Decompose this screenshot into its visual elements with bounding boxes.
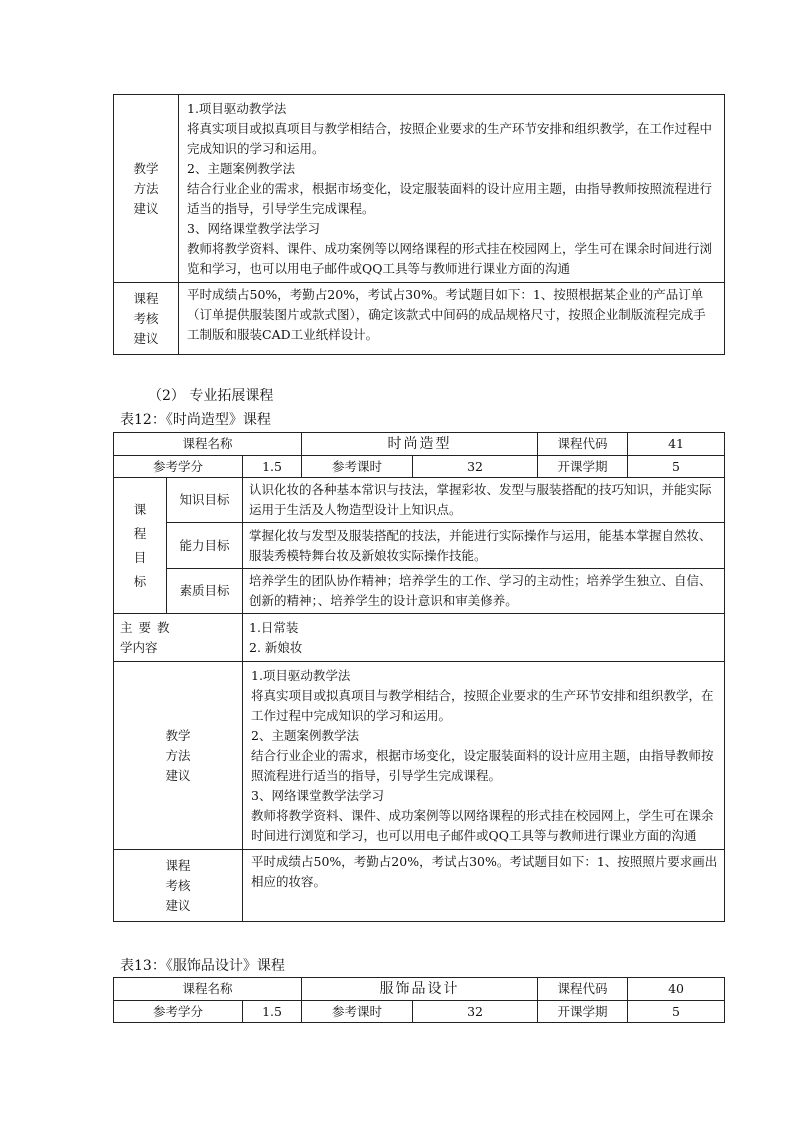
- course-name-label: 课程名称: [114, 433, 302, 456]
- table13-caption: 表13：《服饰品设计》课程: [120, 958, 285, 974]
- table12: [113, 432, 725, 922]
- method-content-cell: 1.项目驱动教学法 将真实项目或拟真项目与教学相结合，按照企业要求的生产环节安排和组织教学，在工作过程中完成知识的学习和运用。 2、主题案例教学法 结合行业企业的需求，根据市场变化，设定服装面料的设计应用主题，由指导教师按照流程进行适当的指导，引导学生完成课程。 3、网络课堂教学法学习 教师将教学资料、课件、成功案例等以网络课程的形式挂在校园网上，学生可在课余时间进行浏览和学习，也可以用电子邮件或QQ工具等与教师进行课业方面的沟通: [179, 95, 725, 283]
- credit-value: 1.5: [243, 1001, 302, 1023]
- credit-label: 参考学分: [114, 456, 243, 478]
- goal-label-cell: 课 程 目 标: [114, 478, 167, 614]
- hours-label: 参考课时: [302, 1001, 413, 1023]
- assess-content-cell: 平时成绩占50%，考勤占20%，考试占30%。考试题目如下：1、按照根据某企业的产品订单（订单提供服装图片或款式图），确定该款式中间码的成品规格尺寸，按照企业制版流程完成手工制版和服装CAD工业纸样设计。: [179, 283, 725, 355]
- ability-goal-label: 能力目标: [167, 523, 243, 569]
- term-value: 5: [628, 456, 725, 478]
- course-name-value: 时尚造型: [302, 433, 538, 456]
- knowledge-goal-label: 知识目标: [167, 478, 243, 523]
- term-value: 5: [628, 1001, 725, 1023]
- method-label-cell: 教学 方法 建议: [114, 662, 243, 850]
- course-code-label: 课程代码: [538, 978, 628, 1001]
- course-code-label: 课程代码: [538, 433, 628, 456]
- knowledge-goal-text: 认识化妆的各种基本常识与技法，掌握彩妆、发型与服装搭配的技巧知识，并能实际运用于生活及人物造型设计上知识点。: [243, 478, 725, 523]
- course-code-value: 40: [628, 978, 725, 1001]
- table13: [113, 977, 725, 1023]
- method-label-cell: 教学 方法 建议: [114, 95, 179, 283]
- term-label: 开课学期: [538, 456, 628, 478]
- hours-label: 参考课时: [302, 456, 413, 478]
- quality-goal-label: 素质目标: [167, 569, 243, 614]
- top-course-table: [113, 94, 725, 355]
- table12-caption: 表12：《时尚造型》课程: [120, 412, 271, 428]
- course-name-label: 课程名称: [114, 978, 302, 1001]
- hours-value: 32: [413, 1001, 538, 1023]
- assess-label-cell: 课程 考核 建议: [114, 283, 179, 355]
- section-heading: （2） 专业拓展课程: [148, 388, 274, 404]
- hours-value: 32: [413, 456, 538, 478]
- course-code-value: 41: [628, 433, 725, 456]
- content-label-cell: 主 要 教 学内容: [114, 614, 243, 662]
- ability-goal-text: 掌握化妆与发型及服装搭配的技法，并能进行实际操作与运用，能基本掌握自然妆、服装秀模特舞台妆及新娘妆实际操作技能。: [243, 523, 725, 569]
- method-content-cell: 1.项目驱动教学法 将真实项目或拟真项目与教学相结合，按照企业要求的生产环节安排和组织教学，在工作过程中完成知识的学习和运用。 2、主题案例教学法 结合行业企业的需求，根据市场变化，设定服装面料的设计应用主题，由指导教师按照流程进行适当的指导，引导学生完成课程。 3、网络课堂教学法学习 教师将教学资料、课件、成功案例等以网络课程的形式挂在校园网上，学生可在课余时间进行浏览和学习，也可以用电子邮件或QQ工具等与教师进行课业方面的沟通: [243, 662, 725, 850]
- term-label: 开课学期: [538, 1001, 628, 1023]
- quality-goal-text: 培养学生的团队协作精神；培养学生的工作、学习的主动性；培养学生独立、自信、创新的精神；、培养学生的设计意识和审美修养。: [243, 569, 725, 614]
- assess-content-cell: 平时成绩占50%，考勤占20%，考试占30%。考试题目如下：1、按照照片要求画出相应的妆容。: [243, 850, 725, 922]
- credit-value: 1.5: [243, 456, 302, 478]
- course-name-value: 服饰品设计: [302, 978, 538, 1001]
- assess-label-cell: 课程 考核 建议: [114, 850, 243, 922]
- content-text-cell: 1.日常装 2. 新娘妆: [243, 614, 725, 662]
- credit-label: 参考学分: [114, 1001, 243, 1023]
